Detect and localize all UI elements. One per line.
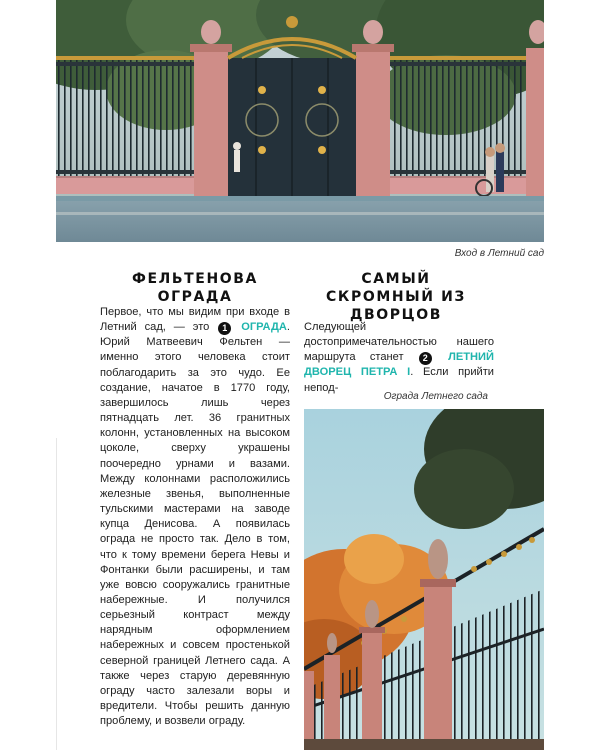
felten-fence-paragraph — [100, 305, 290, 729]
summer-garden-fence-photo — [304, 409, 544, 750]
paragraph-text: Следующей достопримечательностью нашего маршрута станет — [304, 321, 494, 364]
section-title-felten-fence: ФЕЛЬТЕНОВА ОГРАДА — [132, 271, 258, 305]
paragraph-text: Первое, что мы видим при входе в Летний сад, — это — [100, 306, 290, 334]
summer-palace-paragraph — [304, 320, 494, 396]
top-photo-caption: Вход в Летний сад — [454, 248, 544, 259]
paragraph-text: . Юрий Матвеевич Фельтен — именно этого человека стоит поблагодарить за это чудо. Ее создание, начатое в 1770 году, завершилось лишь через пятнадцать лет. 36 гранитных колонн, установленных на высоком цоколе, сверху украшены поочередно урнами и вазами. Между колоннами расположились железные звенья, выполненные тульскими мастерами на заводе купца Денисова. А появилась ограда не просто так. Дело в том, что к тому времени берега Невы и Фонтанки были расширены, и там уже вовсю сооружались гранитные набережные. И получился серьезный контраст между нарядным оформлением набережных и совсем простенькой северной границей Летнего сада. А также через старую деревянную ограду часто залезали воры и вредители. Чтобы решить данную проблему, и возвели ограду. — [100, 321, 290, 728]
fence-photo-caption: Ограда Летнего сада — [383, 391, 488, 402]
link-fence[interactable]: ОГРАДА — [241, 321, 287, 334]
link-summer-palace[interactable]: ЛЕТНИЙ ДВОРЕЦ ПЕТРА I — [304, 351, 494, 379]
route-marker-2: 2 — [419, 352, 432, 365]
route-marker-1: 1 — [218, 322, 231, 335]
paragraph-text: . Если прийти непод- — [304, 366, 494, 394]
page-guide-line — [56, 438, 57, 750]
section-title-modest-palace: САМЫЙ СКРОМНЫЙ ИЗ ДВОРЦОВ — [326, 271, 466, 323]
summer-garden-gate-photo — [56, 0, 544, 242]
